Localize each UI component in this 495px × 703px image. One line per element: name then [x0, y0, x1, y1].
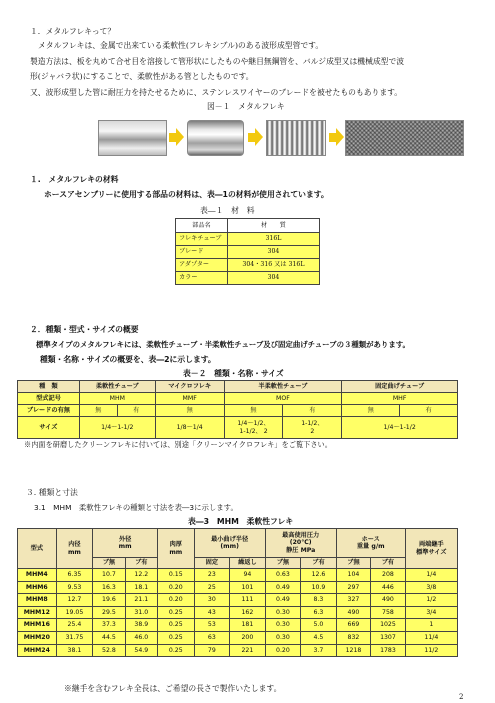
- table3-cell: MHM4: [18, 569, 57, 582]
- table3-header: [158, 529, 195, 569]
- table2-cell: 型式記号: [18, 393, 80, 405]
- table3-cell: 0.20: [265, 644, 301, 657]
- corrugated-tube-image: [266, 120, 326, 156]
- table3-cell: 10.9: [301, 581, 337, 594]
- table1-cell: 304: [227, 246, 319, 259]
- table3-cell: 111: [230, 594, 266, 607]
- header-line: 肉厚: [169, 541, 182, 548]
- table3-cell: 12.7: [56, 594, 93, 607]
- table3-cell: 3.7: [301, 644, 337, 657]
- table3-cell: MHM8: [18, 594, 57, 607]
- table-row: [18, 606, 458, 619]
- table3-cell: 30: [194, 594, 230, 607]
- table1-cell: 304・316 又は 316L: [227, 259, 319, 272]
- materials-heading: １. メタルフレキの材料: [30, 175, 119, 184]
- types-table: [17, 380, 458, 439]
- table3-cell: 43: [194, 606, 230, 619]
- header-line: mm: [67, 548, 81, 556]
- types-line-1: 標準タイプのメタルフレキには、柔軟性チューブ・半柔軟性チューブ及び固定曲げチューブの３種類があります。: [36, 340, 410, 349]
- table3-cell: MHM16: [18, 619, 57, 632]
- table1-cell: フレキチューブ: [176, 233, 228, 246]
- table2-cell: サイズ: [18, 417, 80, 439]
- table3-subheader: ブ有: [301, 558, 337, 569]
- table-row: [18, 631, 458, 644]
- flat-sheet-image: [98, 120, 167, 156]
- table3-cell: 0.25: [158, 644, 195, 657]
- table3-cell: 8.3: [301, 594, 337, 607]
- header-line: (20℃): [289, 539, 312, 547]
- table2-cell: MHM: [79, 393, 155, 405]
- table3-cell: 1783: [371, 644, 405, 657]
- table3-cell: 832: [336, 631, 370, 644]
- table3-cell: 31.0: [125, 606, 157, 619]
- table3-cell: 6.3: [301, 606, 337, 619]
- table3-subheader: 繰返し: [230, 558, 266, 569]
- table3-cell: 0.25: [158, 619, 195, 632]
- table2-header: 種 類: [18, 381, 80, 393]
- table3-cell: 104: [336, 569, 370, 582]
- section1-heading: １．メタルフレキって？: [30, 27, 116, 36]
- table3-cell: 1: [405, 619, 457, 632]
- table3-cell: 0.15: [158, 569, 195, 582]
- types-note: ※内面を研磨したクリーンフレキに付いては、別途「クリーンマイクロフレキ」をご覧下さい。: [24, 440, 332, 449]
- table2-cell: 1/8〜1/4: [155, 417, 224, 439]
- braided-tube-image: [345, 120, 464, 156]
- size-line: 1-1/2、: [301, 420, 324, 427]
- table3-cell: 0.30: [265, 606, 301, 619]
- table1-cell: 316L: [227, 233, 319, 246]
- table2-cell: 有: [283, 405, 342, 417]
- header-line: 最高使用圧力: [282, 531, 320, 539]
- section1-line-4: 又、波形成型した管に耐圧力を持たせるために、ステンレスワイヤーのブレードを被せたものもあります。: [30, 88, 403, 97]
- table3-header: [405, 529, 457, 569]
- table3-cell: 0.30: [265, 619, 301, 632]
- header-line: ホース: [361, 535, 380, 543]
- table2-cell: [283, 417, 342, 439]
- table3-cell: 162: [230, 606, 266, 619]
- table3-cell: 54.9: [125, 644, 157, 657]
- page-number: 2: [459, 693, 464, 701]
- table3-cell: 669: [336, 619, 370, 632]
- table2-cell: MHF: [342, 393, 458, 405]
- table3-cell: 53: [194, 619, 230, 632]
- table2-cell: 有: [400, 405, 458, 417]
- types-heading: ２．種類・型式・サイズの概要: [30, 325, 139, 334]
- table3-cell: MHM12: [18, 606, 57, 619]
- table2-cell: 1/4〜1-1/2: [342, 417, 458, 439]
- table2-header: 柔軟性チューブ: [79, 381, 155, 393]
- header-line: mm: [118, 543, 132, 550]
- table3-header: [336, 529, 405, 558]
- table3-cell: 208: [371, 569, 405, 582]
- table3-cell: 12.6: [301, 569, 337, 582]
- header-line: 重量 g/m: [356, 543, 385, 550]
- materials-table: [175, 218, 320, 285]
- table3-header: [194, 529, 265, 558]
- table3-cell: 25: [194, 581, 230, 594]
- seamless-tube-image: [187, 120, 244, 156]
- table3-cell: 52.8: [93, 644, 125, 657]
- table3-cell: 18.1: [125, 581, 157, 594]
- table3-cell: 9.53: [56, 581, 93, 594]
- table1-cell: 304: [227, 272, 319, 285]
- section1-line-1: メタルフレキは、金属で出来ている柔軟性(フレキシブル)のある波形成型管です。: [38, 41, 324, 50]
- table3-cell: 29.5: [93, 606, 125, 619]
- dims-heading: ３. 種類と寸法: [26, 488, 78, 497]
- table3-cell: 0.49: [265, 581, 301, 594]
- table2-cell: 1/4〜1-1/2: [79, 417, 155, 439]
- table3-cell: 5.0: [301, 619, 337, 632]
- table3-cell: 101: [230, 581, 266, 594]
- table3-cell: 0.25: [158, 606, 195, 619]
- table3-cell: 297: [336, 581, 370, 594]
- table3-cell: 16.3: [93, 581, 125, 594]
- table3-title: 表―3 MHM 柔軟性フレキ: [188, 517, 294, 526]
- table2-header: 半柔軟性チューブ: [224, 381, 342, 393]
- table3-cell: 38.9: [125, 619, 157, 632]
- dims-sub: 3.1 MHM 柔軟性フレキの種類と寸法を表―3に示します。: [34, 503, 238, 512]
- table3-header: 型式: [18, 529, 57, 569]
- table1-header: 部品名: [176, 219, 228, 233]
- table2-cell: [224, 417, 283, 439]
- table3-cell: 19.6: [93, 594, 125, 607]
- table2-header: マイクロフレキ: [155, 381, 224, 393]
- table2-cell: 有: [117, 405, 155, 417]
- table-row: [18, 644, 458, 657]
- header-line: 標準サイズ: [416, 548, 447, 556]
- table3-cell: 11/2: [405, 644, 457, 657]
- table3-cell: 94: [230, 569, 266, 582]
- figure-caption: 図－１ メタルフレキ: [207, 102, 285, 111]
- dims-table: [17, 528, 458, 657]
- table3-header: [56, 529, 93, 569]
- table3-cell: 327: [336, 594, 370, 607]
- table2-cell: 無: [155, 405, 224, 417]
- table2-cell: ブレードの有無: [18, 405, 80, 417]
- header-line: mm: [169, 548, 183, 556]
- table3-cell: MHM6: [18, 581, 57, 594]
- table3-subheader: 固定: [194, 558, 230, 569]
- header-line: (mm): [220, 543, 239, 550]
- header-line: 両端継手: [418, 541, 444, 548]
- table3-cell: 10.7: [93, 569, 125, 582]
- table3-cell: MHM20: [18, 631, 57, 644]
- table3-cell: 23: [194, 569, 230, 582]
- table1-title: 表―１ 材 料: [200, 206, 255, 215]
- table1-cell: ブレード: [176, 246, 228, 259]
- table3-cell: 1/2: [405, 594, 457, 607]
- table2-cell: MMF: [155, 393, 224, 405]
- table3-cell: 25.4: [56, 619, 93, 632]
- table3-cell: 19.05: [56, 606, 93, 619]
- table2-title: 表－２ 種類・名称・サイズ: [183, 369, 284, 378]
- table3-cell: 37.3: [93, 619, 125, 632]
- table3-cell: 0.49: [265, 594, 301, 607]
- section1-line-3: 形(ジャバラ状)にすることで、柔軟性がある管としたものです。: [30, 72, 254, 81]
- table3-cell: 3/8: [405, 581, 457, 594]
- table3-cell: 1307: [371, 631, 405, 644]
- table3-header: [93, 529, 158, 558]
- table3-cell: 181: [230, 619, 266, 632]
- table1-header: 材 質: [227, 219, 319, 233]
- table1-cell: カラー: [176, 272, 228, 285]
- types-line-2: 種類・名称・サイズの概要を、表―2に示します。: [40, 355, 216, 364]
- table3-cell: 490: [371, 594, 405, 607]
- table3-subheader: ブ無: [265, 558, 301, 569]
- table3-subheader: ブ無: [93, 558, 125, 569]
- table3-cell: 1025: [371, 619, 405, 632]
- header-line: 内径: [68, 541, 81, 548]
- table-row: [18, 581, 458, 594]
- table3-subheader: ブ有: [371, 558, 405, 569]
- table3-subheader: ブ無: [336, 558, 370, 569]
- table3-cell: 0.20: [158, 581, 195, 594]
- table1-cell: アダプター: [176, 259, 228, 272]
- table3-cell: 1218: [336, 644, 370, 657]
- table3-cell: 0.63: [265, 569, 301, 582]
- table2-cell: 無: [79, 405, 117, 417]
- table3-cell: 758: [371, 606, 405, 619]
- materials-text: ホースアセンブリーに使用する部品の材料は、表―1の材料が使用されています。: [44, 190, 329, 199]
- table-row: [18, 569, 458, 582]
- table3-cell: 0.25: [158, 631, 195, 644]
- table2-cell: 無: [342, 405, 400, 417]
- size-line: 1-1/2、 2: [239, 427, 268, 435]
- table2-cell: 無: [224, 405, 283, 417]
- table2-header: 固定曲げチューブ: [342, 381, 458, 393]
- table3-cell: 446: [371, 581, 405, 594]
- table3-cell: 0.20: [158, 594, 195, 607]
- table3-cell: 79: [194, 644, 230, 657]
- table3-cell: 4.5: [301, 631, 337, 644]
- table3-cell: 1/4: [405, 569, 457, 582]
- dims-note: ※継手を含むフレキ全長は、ご希望の長さで製作いたします。: [64, 684, 282, 693]
- section1-line-2: 製造方法は、板を丸めて合せ目を溶接して管形状にしたものや継目無鋼管を、バルジ成型又は機械成型で波: [30, 57, 405, 66]
- table3-cell: MHM24: [18, 644, 57, 657]
- table3-body: [18, 569, 458, 657]
- table3-cell: 31.75: [56, 631, 93, 644]
- size-line: 2: [310, 427, 315, 435]
- table-row: [18, 619, 458, 632]
- table3-cell: 44.5: [93, 631, 125, 644]
- header-line: 最小曲げ半径: [211, 535, 249, 543]
- table-row: [18, 594, 458, 607]
- table3-cell: 3/4: [405, 606, 457, 619]
- table3-cell: 21.1: [125, 594, 157, 607]
- table3-cell: 200: [230, 631, 266, 644]
- table2-cell: MOF: [224, 393, 342, 405]
- table3-cell: 63: [194, 631, 230, 644]
- table3-cell: 12.2: [125, 569, 157, 582]
- size-line: 1/4〜1/2、: [237, 420, 270, 427]
- table3-header: [265, 529, 336, 558]
- table3-cell: 11/4: [405, 631, 457, 644]
- table3-cell: 46.0: [125, 631, 157, 644]
- table3-cell: 490: [336, 606, 370, 619]
- header-line: 静圧 MPa: [286, 546, 316, 554]
- table3-cell: 221: [230, 644, 266, 657]
- table3-cell: 38.1: [56, 644, 93, 657]
- header-line: 外径: [118, 535, 132, 543]
- table3-cell: 6.35: [56, 569, 93, 582]
- table3-subheader: ブ有: [125, 558, 157, 569]
- table3-cell: 0.30: [265, 631, 301, 644]
